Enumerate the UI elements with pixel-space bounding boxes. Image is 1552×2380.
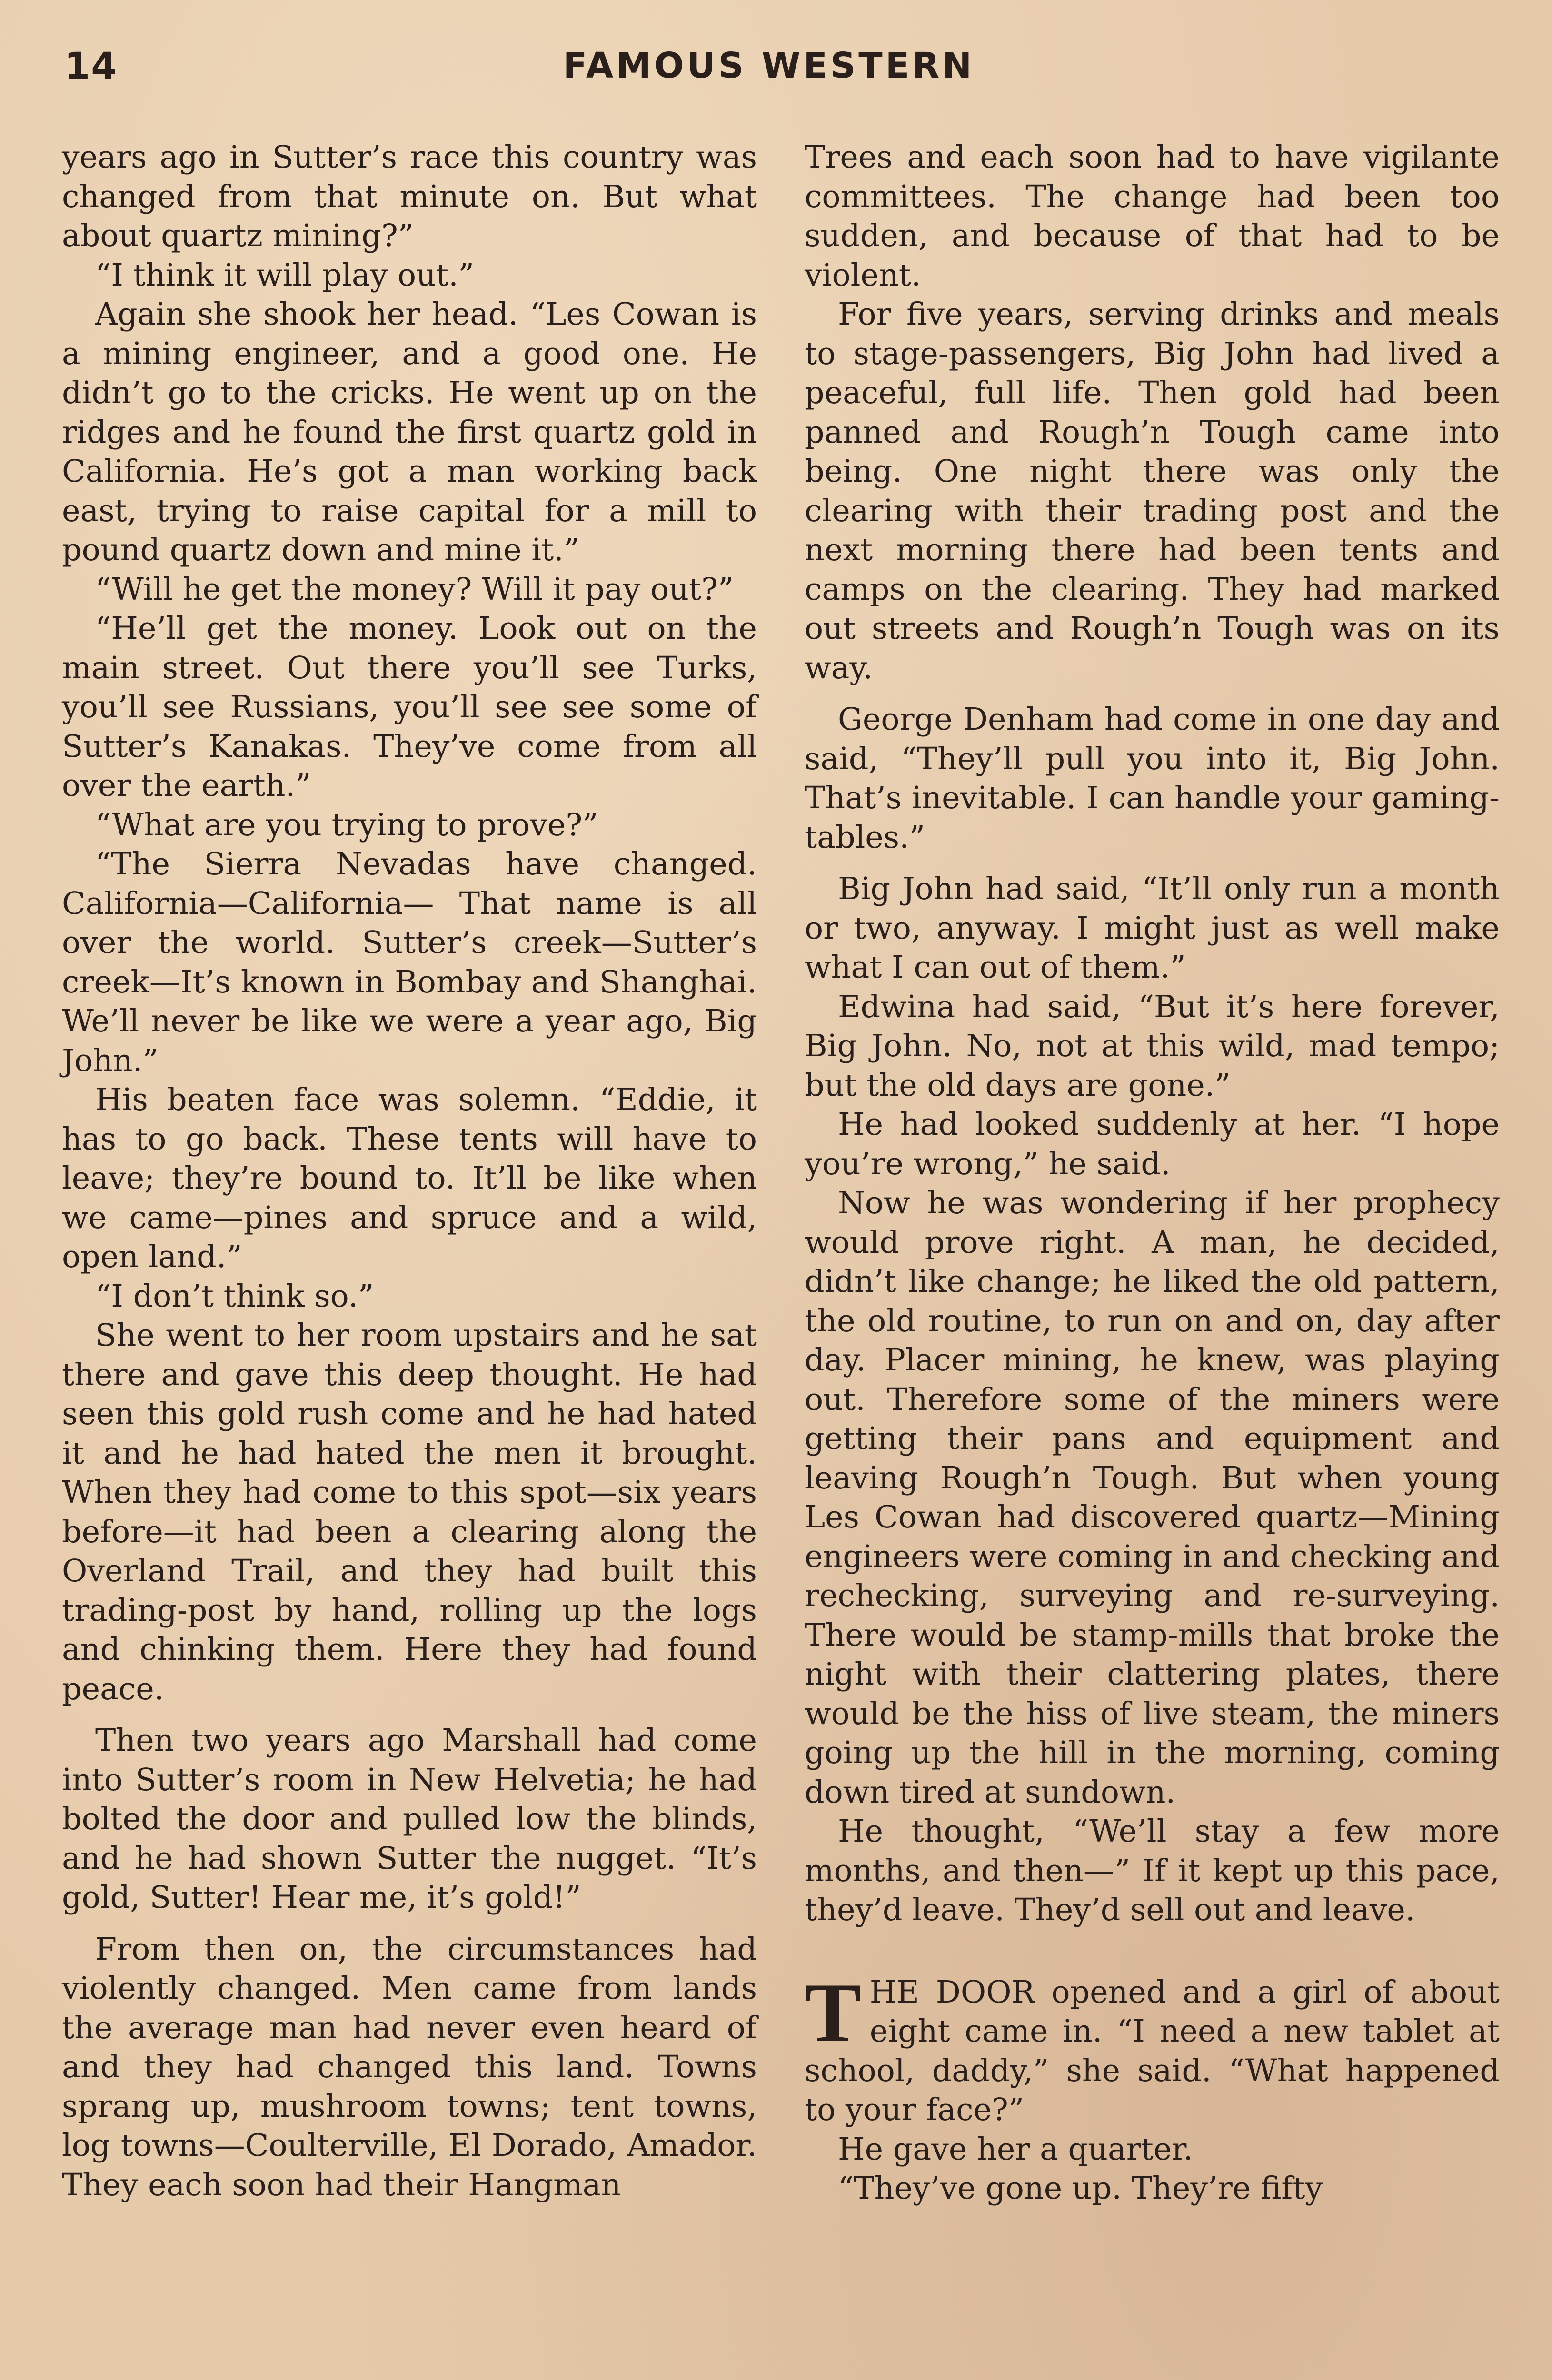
paragraph: “He’ll get the money. Look out on the main street. Out there you’ll see Turks, you’ll see Russians, you’ll see see some of Sutter’s Kanakas. They’ve come from all over the earth.” bbox=[62, 611, 757, 803]
section-opening-paragraph bbox=[805, 1965, 1500, 2130]
page-header bbox=[64, 45, 1473, 98]
paragraph: He thought, “We’ll stay a few more months, and then—” If it kept up this pace, they’d leave. They’d sell out and leave. bbox=[805, 1814, 1500, 1928]
paragraph: Then two years ago Marshall had come into Sutter’s room in New Helvetia; he had bolted the door and pulled low the blinds, and he had shown Sutter the nugget. “It’s gold, Sutter! Hear me, it’s gold!” bbox=[62, 1723, 757, 1915]
paragraph: Edwina had said, “But it’s here forever, Big John. No, not at this wild, mad tempo; but the old days are gone.” bbox=[805, 989, 1500, 1103]
paragraph: “They’ve gone up. They’re fifty bbox=[838, 2171, 1323, 2206]
paragraph: He gave her a quarter. bbox=[838, 2131, 1193, 2167]
paragraph: “Will he get the money? Will it pay out?” bbox=[95, 571, 734, 607]
paragraph: Now he was wondering if her prophecy would prove right. A man, he decided, didn’t like change; he liked the old pattern, the old routine, to run on and on, day after day. Placer mining, he knew, was playing out. Therefore some of the miners were getting their pans and equipment and leaving Rough’n Tough. But when young Les Cowan had discovered quartz—Mining engineers were coming in and checking and rechecking, surveying and re-surveying. There would be stamp-mills that broke the night with their clattering plates, there would be the hiss of live steam, the miners going up the hill in the morning, coming down tired at sundown. bbox=[805, 1185, 1500, 1810]
page-number: 14 bbox=[64, 45, 118, 88]
paragraph: Trees and each soon had to have vigilante committees. The change had been too sudden, and because of that had to be violent. bbox=[805, 139, 1500, 293]
right-column bbox=[805, 138, 1500, 2209]
paragraph: “The Sierra Nevadas have changed. California—California— That name is all over the world. Sutter’s creek—Sutter’s creek—It’s known in Bombay and Shanghai. We’ll never be like we were a year ago, Big John.” bbox=[62, 846, 757, 1079]
left-column bbox=[62, 138, 757, 2205]
paragraph-text: HE DOOR opened and a girl of about eight came in. “I need a new tablet at school, daddy,” she said. “What happened to your face?” bbox=[805, 1974, 1500, 2128]
drop-cap: T bbox=[805, 1965, 861, 2060]
paragraph: Again she shook her head. “Les Cowan is a mining engineer, and a good one. He didn’t go to the cricks. He went up on the ridges and he found the first quartz gold in California. He’s got a man working back east, trying to raise capital for a mill to pound quartz down and mine it.” bbox=[62, 297, 757, 568]
paragraph: “What are you trying to prove?” bbox=[95, 807, 598, 843]
paragraph: Big John had said, “It’ll only run a month or two, anyway. I might just as well make what I can out of them.” bbox=[805, 871, 1500, 985]
paragraph: From then on, the circumstances had violently changed. Men came from lands the average man had never even heard of and they had changed this land. Towns sprang up, mushroom towns; tent towns, log towns—Coulterville, El Dorado, Amador. They each soon had their Hangman bbox=[62, 1931, 757, 2203]
paragraph: George Denham had come in one day and said, “They’ll pull you into it, Big John. That’s inevitable. I can handle your gaming-tables.” bbox=[805, 702, 1500, 855]
paragraph: For five years, serving drinks and meals to stage-passengers, Big John had lived a peaceful, full life. Then gold had been panned and Rough’n Tough came into being. One night there was only the clearing with their trading post and the next morning there had been tents and camps on the clearing. They had marked out streets and Rough’n Tough was on its way. bbox=[805, 297, 1500, 686]
paragraph: He had looked suddenly at her. “I hope you’re wrong,” he said. bbox=[805, 1107, 1500, 1182]
paragraph: She went to her room upstairs and he sat there and gave this deep thought. He had seen this gold rush come and he had hated it and he had hated the men it brought. When they had come to this spot—six years before—it had been a clearing along the Overland Trail, and they had built this trading-post by hand, rolling up the logs and chinking them. Here they had found peace. bbox=[62, 1318, 757, 1707]
paragraph: years ago in Sutter’s race this country was changed from that minute on. But what about quartz mining?” bbox=[62, 139, 757, 254]
paragraph: His beaten face was solemn. “Eddie, it has to go back. These tents will have to leave; they’re bound to. It’ll be like when we came—pines and spruce and a wild, open land.” bbox=[62, 1082, 757, 1275]
paragraph: “I don’t think so.” bbox=[95, 1278, 374, 1314]
running-title: FAMOUS WESTERN bbox=[563, 45, 975, 86]
paragraph: “I think it will play out.” bbox=[95, 257, 475, 293]
